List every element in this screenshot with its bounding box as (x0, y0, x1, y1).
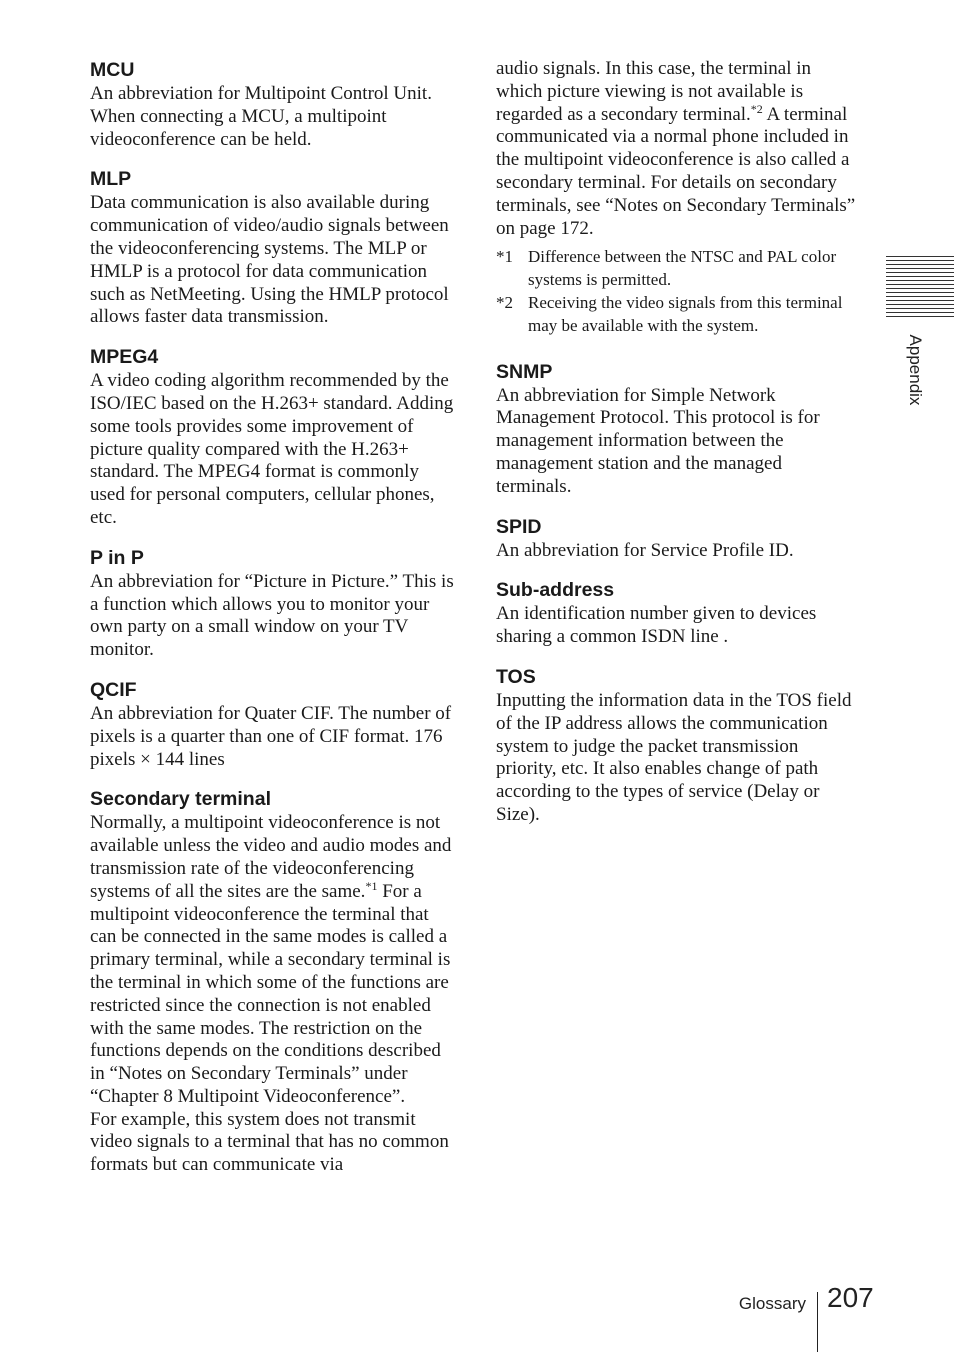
term-heading: Secondary terminal (90, 788, 271, 811)
term-heading: Sub-address (496, 579, 615, 602)
term-definition: Inputting the information data in the TOS field of the IP address allows the communication system to judge the packet transmission priority, etc. It also enables change of path according to the types of service (Delay or Size). (496, 689, 852, 825)
definition-paragraph (90, 1109, 455, 1177)
definition-paragraph (496, 58, 861, 240)
term-definition: Data communication is also available during communication of video/audio signals between the videoconferencing systems. The MLP or HMLP is a protocol for data communication such as NetMeeting. Using the HMLP protocol allows faster data transmission. (90, 192, 449, 328)
footnote-mark: *2 (496, 292, 513, 312)
term-heading: P in P (90, 546, 144, 569)
definition-text: For a multipoint videoconference the terminal that can be connected in the same modes is called a primary terminal, while a secondary terminal is the terminal in which some of the functions are restricted since the connection is not enabled with the same modes. The restriction on the functions depends on the conditions described in “Notes on Secondary Terminals” under “Chapter 8 Multipoint Videoconference”. (90, 880, 451, 1107)
right-column (496, 58, 861, 843)
term-definition: A video coding algorithm recommended by the ISO/IEC based on the H.263+ standard. Adding some tools provides some improvement of picture quality compared with the H.263+ standard. The MPEG4 format is commonly used for personal computers, cellular phones, etc. (90, 370, 454, 528)
glossary-entry-sub-address (496, 578, 861, 649)
glossary-entry-mlp (90, 167, 455, 329)
term-heading: SPID (496, 515, 542, 538)
glossary-entry-secondary-terminal (90, 787, 455, 1177)
footnote-ref: *2 (750, 101, 763, 116)
footnote-text: Receiving the video signals from this terminal may be available with the system. (528, 292, 843, 335)
footnote-mark: *1 (496, 247, 513, 267)
footnote-text: Difference between the NTSC and PAL color systems is permitted. (528, 247, 837, 290)
term-heading: MLP (90, 168, 132, 191)
glossary-entry-qcif (90, 678, 455, 771)
term-heading: MCU (90, 59, 135, 81)
definition-text: A terminal communicated via a normal phone included in the multipoint videoconference is also called a secondary terminal. For details on secondary terminals, see “Notes on Secondary Terminals” on page 172. (496, 103, 856, 239)
footnote (496, 292, 861, 338)
glossary-entry-tos (496, 665, 861, 827)
glossary-entry-mcu (90, 58, 455, 151)
definition-paragraph (90, 812, 455, 1108)
term-definition: An abbreviation for “Picture in Picture.” This is a function which allows you to monitor your own party on a small window on your TV monitor. (90, 570, 454, 661)
glossary-entry-spid (496, 515, 861, 563)
glossary-entry-mpeg4 (90, 345, 455, 530)
term-definition: An identification number given to devices sharing a common ISDN line . (496, 603, 817, 648)
section-tab-lines (886, 256, 954, 320)
glossary-entry-snmp (496, 360, 861, 499)
term-definition: An abbreviation for Quater CIF. The number of pixels is a quarter than one of CIF format. 176 pixels × 144 lines (90, 702, 452, 770)
term-definition: An abbreviation for Multipoint Control Unit. When connecting a MCU, a multipoint videoconference can be held. (90, 83, 432, 150)
definition-text: For example, this system does not transmit video signals to a terminal that has no common formats but can communicate via (90, 1108, 449, 1176)
footer-section-name: Glossary (738, 1294, 806, 1313)
page-number: 207 (827, 1282, 874, 1313)
term-heading: TOS (496, 665, 536, 688)
footnote-ref: *1 (365, 878, 378, 893)
footnotes (496, 246, 861, 337)
left-column (90, 58, 455, 1193)
term-heading: MPEG4 (90, 346, 159, 369)
definition-text: audio signals. In this case, the terminal in which picture viewing is not available is regarded as a secondary terminal. (496, 58, 812, 125)
definition-continuation (496, 58, 861, 240)
section-tab-label: Appendix (906, 334, 925, 406)
term-definition: An abbreviation for Simple Network Management Protocol. This protocol is for management information between the management station and the managed terminals. (496, 384, 820, 497)
definition-text: Normally, a multipoint videoconference is not available unless the video and audio modes and transmission rate of the videoconferencing systems of all the sites are the same. (90, 812, 452, 902)
term-heading: SNMP (496, 360, 553, 383)
term-definition: An abbreviation for Service Profile ID. (496, 539, 794, 561)
term-heading: QCIF (90, 678, 137, 701)
footnote (496, 246, 861, 292)
footer-divider (817, 1292, 818, 1352)
term-definition (90, 812, 455, 1177)
glossary-entry-p-in-p (90, 546, 455, 662)
